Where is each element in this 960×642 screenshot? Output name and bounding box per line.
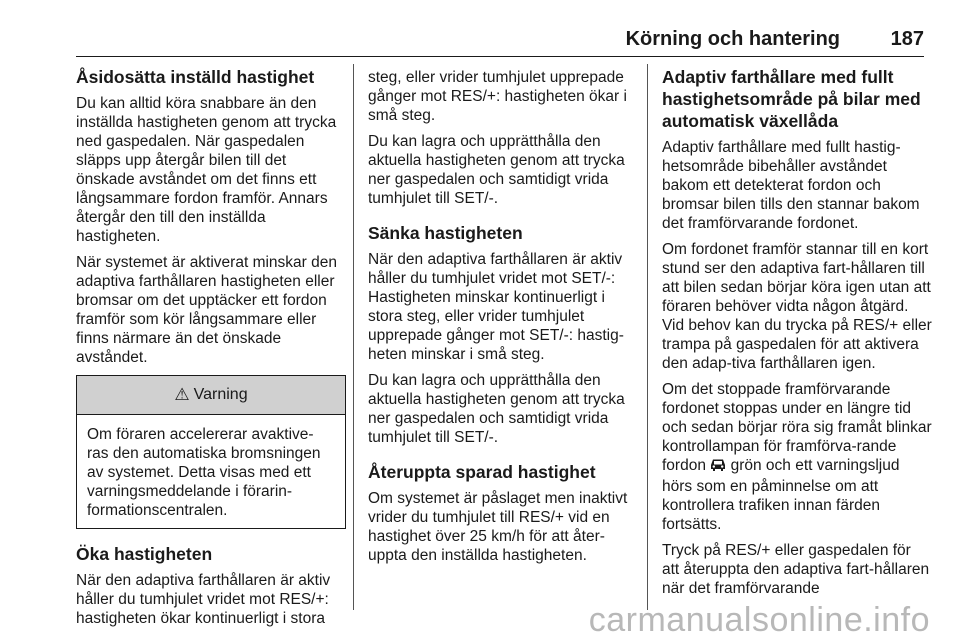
warning-triangle-icon: ⚠ [174, 385, 190, 404]
heading-full-range-acc: Adaptiv farthållare med fullt hastighetsområde på bilar med automatisk växellåda [662, 67, 921, 131]
watermark-text: carmanualsonline.info [588, 601, 930, 639]
warning-text: Om föraren accelererar avaktive-ras den automatiska bromsningen av systemet. Detta visas med ett varningsmeddelande i förarin-formationscentralen. [87, 426, 321, 519]
column-2 [368, 68, 638, 572]
vehicle-ahead-icon [710, 458, 726, 477]
warning-body [77, 415, 345, 528]
paragraph: Adaptiv farthållare med fullt hastig-hetsområde bibehåller avståndet bakom ett detekterat fordon och bromsar bilen tills den stannar bakom det framförvarande fordonet. [662, 139, 920, 232]
section-title: Körning och hantering [625, 28, 840, 50]
paragraph: Om fordonet framför stannar till en kort stund ser den adaptiva fart-hållaren till att bilen sedan börjar köra igen utan att föraren behöver vidta någon åtgärd. Vid behov kan du trycka på RES/+ eller trampa på gaspedalen för att aktivera den adap-tiva farthållaren igen. [662, 241, 932, 372]
paragraph: Tryck på RES/+ eller gaspedalen för att återuppta den adaptiva fart-hållaren när det framförvarande [662, 542, 930, 597]
warning-title: Varning [193, 386, 248, 403]
paragraph: När systemet är aktiverat minskar den adaptiva farthållaren hastigheten eller bromsar om det upptäcker ett fordon framför som kör långsammare eller finns närmare än det önskade avståndet. [76, 254, 338, 366]
page-number: 187 [890, 28, 924, 50]
column-divider-2 [647, 64, 648, 610]
heading-override-speed: Åsidosätta inställd hastighet [76, 67, 315, 87]
page-header [0, 0, 960, 58]
paragraph: När den adaptiva farthållaren är aktiv håller du tumhjulet vridet mot RES/+: hastigheten ökar kontinuerligt i stora [76, 572, 331, 627]
paragraph: Du kan lagra och upprätthålla den aktuella hastigheten genom att trycka ner gaspedalen och samtidigt vrida tumhjulet till SET/-. [368, 133, 625, 207]
heading-resume-speed: Återuppta sparad hastighet [368, 462, 596, 482]
column-1 [76, 66, 346, 635]
paragraph: Du kan lagra och upprätthålla den aktuella hastigheten genom att trycka ner gaspedalen och samtidigt vrida tumhjulet till SET/-. [368, 372, 625, 446]
paragraph: Om systemet är påslaget men inaktivt vrider du tumhjulet till RES/+ vid en hastighet över 25 km/h för att åter-uppta den inställda hastigheten. [368, 490, 628, 564]
warning-header [77, 376, 345, 415]
paragraph: När den adaptiva farthållaren är aktiv håller du tumhjulet vridet mot SET/-: Hastigheten minskar kontinuerligt i stora steg, eller vrider tumhjulet upprepade gånger mot SET/-: hastig-heten minskar i små steg. [368, 251, 624, 363]
paragraph: steg, eller vrider tumhjulet upprepade gånger mot RES/+: hastigheten ökar i små steg. [368, 69, 627, 124]
warning-box [76, 375, 346, 529]
column-3 [662, 66, 932, 605]
heading-increase-speed: Öka hastigheten [76, 544, 213, 564]
column-divider-1 [353, 64, 354, 610]
paragraph: Du kan alltid köra snabbare än den inställda hastigheten genom att trycka ned gaspedalen. När gaspedalen släpps upp återgår bilen till det önskade avståndet om det finns ett långsammare fordon framför. Annars återgår den till den inställda hastigheten. [76, 95, 337, 245]
heading-decrease-speed: Sänka hastigheten [368, 223, 523, 243]
header-rule [76, 56, 924, 57]
paragraph: Om det stoppade framförvarande fordonet stoppas under en längre tid och sedan börjar röra sig framåt blinkar kontrollampan för framförva-rande fordon grön och ett varningsljud hörs som en påminnelse om att kontrollera trafiken innan färden fortsätts. [662, 381, 932, 533]
